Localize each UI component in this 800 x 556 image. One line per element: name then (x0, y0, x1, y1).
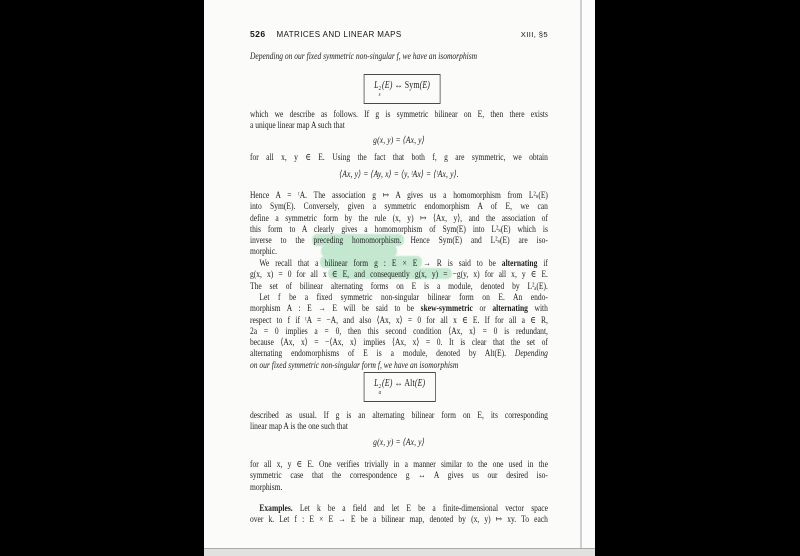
text-line: because ⟨Ax, x⟩ = −⟨Ax, x⟩ implies ⟨Ax, x⟩ = 0. It is clear that the set of (250, 337, 548, 349)
text-line: symmetric case that the correspondence g ↔ A gives us our desired iso- (250, 470, 548, 482)
text-line: The set of bilinear alternating forms on E is a module, denoted by L²ₐ(E). (250, 280, 548, 292)
formula-supsub: 2 a (378, 383, 382, 396)
text-line: morphism. (250, 481, 283, 493)
formula-supsub: 2 s (378, 85, 382, 98)
text-line: Examples. Let k be a field and let E be a finite-dimensional vector space (259, 503, 548, 514)
isomorphism-box-alt: L 2 a (E) ↔ Alt(E) (364, 372, 436, 402)
text-line: for all x, y ∈ E. Using the fact that both f, g are symmetric, we obtain (250, 152, 548, 163)
equation: g(x, y) = ⟨Ax, y⟩ (373, 135, 425, 146)
text-line: into Sym(E). Conversely, given a symmetric endomorphism A of E, we can (250, 201, 548, 213)
paragraph (250, 503, 548, 526)
text-line: morphic. (250, 246, 277, 258)
text-line: respect to f if ᵗA = −A, and also ⟨Ax, x⟩ = 0 for all x ∈ E. If for all a ∈ R, (250, 314, 548, 326)
paragraph (250, 459, 548, 493)
page-number: 526 (250, 29, 266, 39)
text-line: described as usual. If g is an alternating bilinear form on E, its corresponding (250, 410, 548, 421)
formula-base: L (374, 80, 379, 91)
left-right-arrow-icon: ↔ (392, 378, 405, 389)
text-line: inverse to the preceding homomorphism. Hence Sym(E) and L²ₛ(E) are iso- (250, 235, 548, 247)
book-page[interactable] (204, 0, 580, 548)
equation: g(x, y) = ⟨Ax, y⟩ (373, 437, 425, 448)
text-line: We recall that a bilinear form g : E × E → R is said to be alternating if (259, 258, 548, 269)
paragraph (250, 292, 548, 371)
text-line: which we describe as follows. If g is symmetric bilinear on E, then there exists (250, 109, 548, 120)
paragraph (250, 258, 548, 292)
text-line: linear map A is the one such that (250, 421, 348, 433)
text-line: Depending on our fixed symmetric non-singular f, we have an isomorphism (250, 51, 478, 62)
text-line: this form to A clearly gives a homomorphism of Sym(E) into L²ₛ(E) which is (250, 223, 548, 235)
text-line: Let f be a fixed symmetric non-singular bilinear form on E. An endo- (259, 292, 548, 303)
text-line: define a symmetric form by the rule (x, y) ↦ ⟨Ax, y⟩, and the association of (250, 212, 548, 224)
paragraph (250, 410, 548, 433)
text-line: 2a = 0 implies a = 0, then this second condition ⟨Ax, x⟩ = 0 is redundant, (250, 325, 548, 337)
paragraph (250, 109, 548, 132)
equation: ⟨Ax, y⟩ = ⟨Ay, x⟩ = ⟨y, ᵗAx⟩ = ⟨ᵗAx, y⟩. (339, 169, 459, 180)
page-edge (580, 0, 595, 548)
page-header (250, 29, 548, 39)
text-line: over k. Let f : E × E → E be a bilinear map, denoted by (x, y) ↦ xy. To each (250, 514, 548, 526)
text-line: alternating endomorphisms of E is a module, denoted by Alt(E). Depending (250, 348, 548, 360)
text-line: a unique linear map A such that (250, 120, 345, 132)
isomorphism-box-sym: L 2 s (E) ↔ Sym(E) (364, 74, 440, 104)
left-right-arrow-icon: ↔ (392, 80, 405, 91)
next-page-edge (204, 548, 595, 556)
formula-base: L (374, 378, 379, 389)
text-line: for all x, y ∈ E. One verifies trivially in a manner similar to the one used in the (250, 459, 548, 470)
text-line: on our fixed symmetric non-singular form f, we have an isomorphism (250, 359, 459, 371)
text-line: morphism A : E → E will be said to be skew-symmetric or alternating with (250, 303, 548, 315)
text-line: Hence A = ᵗA. The association g ↦ A gives us a homomorphism from L²ₛ(E) (250, 190, 548, 201)
paragraph (250, 190, 548, 258)
running-title: MATRICES AND LINEAR MAPS (276, 30, 402, 39)
text-line: g(x, x) = 0 for all x ∈ E, and consequently g(x, y) = −g(y, x) for all x, y ∈ E. (250, 269, 548, 281)
section-label: XIII, §5 (520, 30, 548, 39)
